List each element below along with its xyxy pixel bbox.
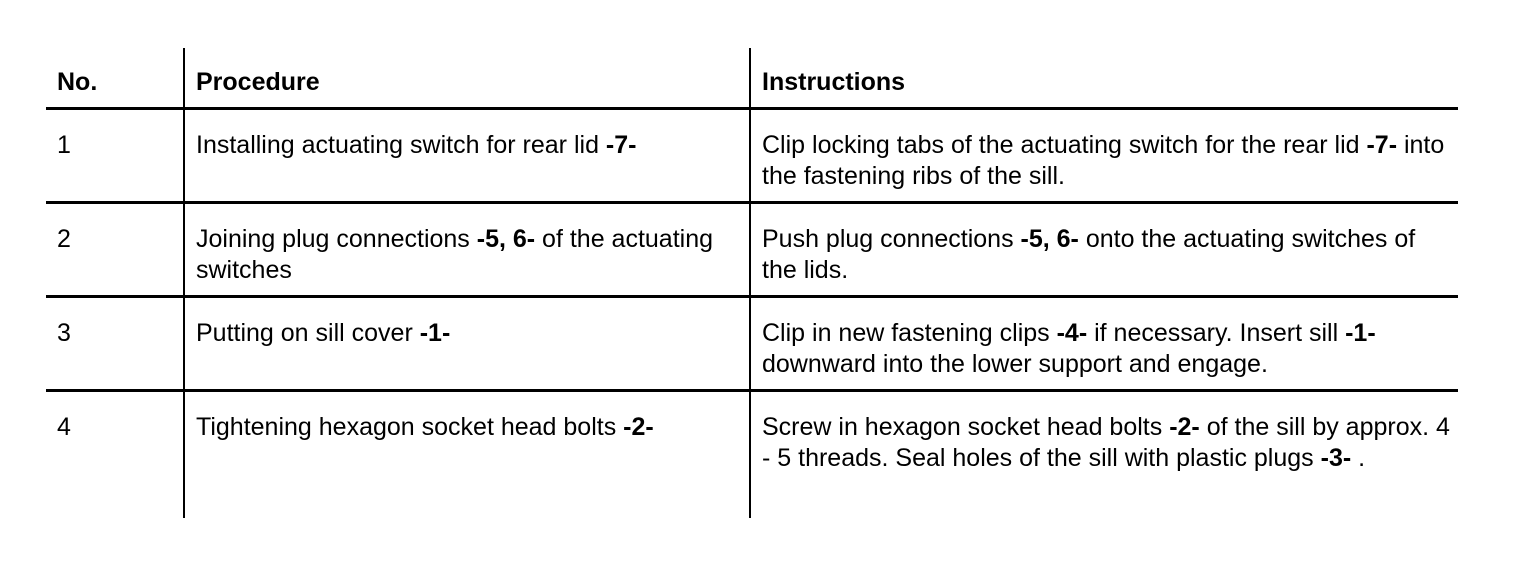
header-no: No. [46,48,183,110]
table-row [46,110,1458,204]
instructions-cell [749,392,1458,518]
part-reference: -1- [419,319,451,347]
text-run: Installing actuating switch for rear lid [196,131,606,159]
text-run: of the actuating switches [196,225,714,284]
text-run: downward into the lower support and engage. [762,350,1268,378]
row-number: 2 [46,204,183,298]
table-row [46,298,1458,392]
part-reference: -7- [1366,131,1398,159]
header-instructions: Instructions [749,48,1458,110]
text-run: Clip locking tabs of the actuating switch for the rear lid [762,131,1367,159]
table-row [46,392,1458,518]
procedure-cell [183,298,749,392]
text-run: . [1351,444,1366,472]
instructions-cell [749,110,1458,204]
part-reference: -2- [623,413,654,441]
row-number: 3 [46,298,183,392]
part-reference: -2- [1169,413,1200,441]
text-run: Tightening hexagon socket head bolts [196,413,624,441]
part-reference: -7- [605,131,637,159]
text-run: if necessary. Insert sill [1087,319,1346,347]
text-run: Joining plug connections [196,225,477,253]
procedure-cell [183,204,749,298]
part-reference: -4- [1056,319,1088,347]
row-number: 4 [57,413,71,441]
part-reference: -1- [1345,319,1376,347]
procedure-cell [183,110,749,204]
instructions-cell [749,204,1458,298]
text-run: onto the actuating switches of the lids. [762,225,1416,284]
text-run: Clip in new fastening clips [762,319,1057,347]
text-run: Putting on sill cover [196,319,420,347]
part-reference: -5, 6- [1020,225,1079,253]
procedure-table [46,48,1458,518]
instructions-cell [749,298,1458,392]
part-reference: -5, 6- [476,225,536,253]
row-number: 1 [46,110,183,204]
procedure-cell [183,392,749,518]
text-run: of the sill by approx. 4 - 5 threads. Seal holes of the sill with plastic plugs [762,413,1450,472]
part-reference: -3- [1320,444,1352,472]
table-row [46,204,1458,298]
text-run: Push plug connections [762,225,1021,253]
text-run: into the fastening ribs of the sill. [762,131,1445,190]
header-procedure: Procedure [183,48,749,110]
text-run: Screw in hexagon socket head bolts [762,413,1170,441]
table-header-row [46,48,1458,110]
